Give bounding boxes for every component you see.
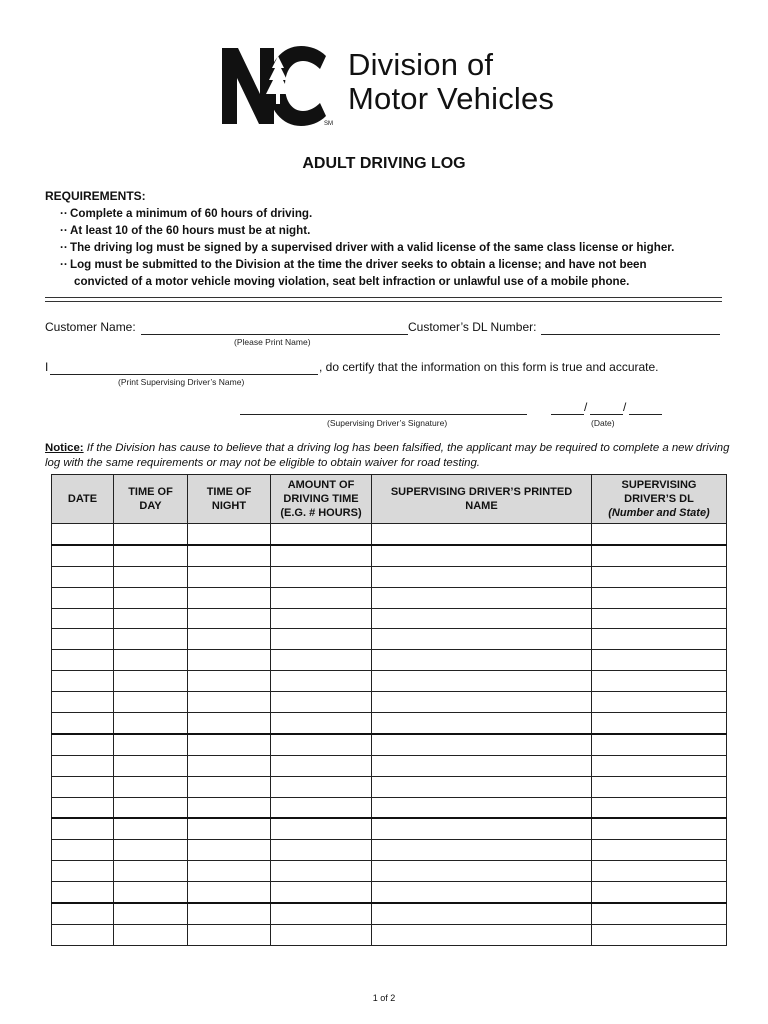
col-date: DATE	[52, 475, 114, 524]
customer-dl-label: Customer’s DL Number:	[408, 320, 537, 334]
requirement-text: At least 10 of the 60 hours must be at night.	[70, 224, 311, 237]
date-cell[interactable]	[52, 797, 114, 818]
table-row	[52, 545, 727, 566]
time-of-day-cell[interactable]	[114, 692, 188, 713]
date-cell[interactable]	[52, 608, 114, 629]
bullet-icon: ··	[60, 224, 68, 237]
amount-cell[interactable]	[271, 776, 372, 797]
amount-cell[interactable]	[271, 545, 372, 566]
notice-text: If the Division has cause to believe that a driving log has been falsified, the applicant may be required to complete a new driving log with the same requirements or may not be eligible to obtain waiver for road testing.	[45, 442, 730, 469]
supervisor-name-hint: (Print Supervising Driver’s Name)	[118, 377, 245, 387]
table-row	[52, 882, 727, 903]
printed-name-cell[interactable]	[372, 545, 592, 566]
time-of-night-cell[interactable]	[188, 587, 271, 608]
agency-name-line1: Division of	[348, 47, 494, 82]
signature-hint: (Supervising Driver’s Signature)	[327, 418, 448, 428]
date-cell[interactable]	[52, 587, 114, 608]
time-of-night-cell[interactable]	[188, 818, 271, 839]
dl-cell[interactable]	[592, 524, 727, 545]
date-cell[interactable]	[52, 629, 114, 650]
time-of-day-cell[interactable]	[114, 713, 188, 734]
nc-dmv-logo	[222, 46, 340, 126]
dl-cell[interactable]	[592, 924, 727, 945]
col-supervisor-dl	[592, 475, 727, 524]
table-header-row	[52, 475, 727, 524]
date-cell[interactable]	[52, 692, 114, 713]
logo-n-shape	[222, 48, 274, 124]
time-of-day-cell[interactable]	[114, 797, 188, 818]
divider-bottom	[45, 301, 722, 302]
table-row	[52, 797, 727, 818]
time-of-night-cell[interactable]	[188, 797, 271, 818]
dl-cell[interactable]	[592, 882, 727, 903]
amount-cell[interactable]	[271, 650, 372, 671]
printed-name-cell[interactable]	[372, 671, 592, 692]
printed-name-cell[interactable]	[372, 608, 592, 629]
printed-name-cell[interactable]	[372, 692, 592, 713]
time-of-day-cell[interactable]	[114, 818, 188, 839]
page-number: 1 of 2	[372, 993, 396, 1003]
date-hint: (Date)	[591, 418, 615, 428]
table-row	[52, 629, 727, 650]
printed-name-cell[interactable]	[372, 903, 592, 924]
requirement-item	[60, 205, 740, 222]
date-slash-2: /	[623, 400, 627, 414]
date-cell[interactable]	[52, 755, 114, 776]
time-of-night-cell[interactable]	[188, 713, 271, 734]
printed-name-cell[interactable]	[372, 587, 592, 608]
dl-cell[interactable]	[592, 840, 727, 861]
date-slash-1: /	[584, 400, 588, 414]
printed-name-cell[interactable]	[372, 734, 592, 755]
time-of-night-cell[interactable]	[188, 924, 271, 945]
amount-cell[interactable]	[271, 903, 372, 924]
requirement-item	[60, 239, 740, 256]
time-of-day-cell[interactable]	[114, 608, 188, 629]
bullet-icon: ··	[60, 258, 68, 271]
customer-name-label: Customer Name:	[45, 320, 136, 334]
printed-name-cell[interactable]	[372, 840, 592, 861]
dl-cell[interactable]	[592, 903, 727, 924]
time-of-day-cell[interactable]	[114, 840, 188, 861]
page-title: ADULT DRIVING LOG	[302, 155, 466, 172]
dl-cell[interactable]	[592, 776, 727, 797]
requirements-list	[60, 205, 740, 290]
table-row	[52, 608, 727, 629]
requirement-item	[60, 256, 740, 290]
divider-top	[45, 297, 722, 298]
time-of-day-cell[interactable]	[114, 776, 188, 797]
dl-cell[interactable]	[592, 755, 727, 776]
table-row	[52, 861, 727, 882]
time-of-night-cell[interactable]	[188, 629, 271, 650]
amount-cell[interactable]	[271, 629, 372, 650]
time-of-day-cell[interactable]	[114, 755, 188, 776]
certify-statement: , do certify that the information on this form is true and accurate.	[319, 360, 659, 374]
time-of-night-cell[interactable]	[188, 671, 271, 692]
date-cell[interactable]	[52, 903, 114, 924]
printed-name-cell[interactable]	[372, 629, 592, 650]
time-of-night-cell[interactable]	[188, 882, 271, 903]
dl-cell[interactable]	[592, 545, 727, 566]
date-cell[interactable]	[52, 924, 114, 945]
table-row	[52, 650, 727, 671]
printed-name-cell[interactable]	[372, 882, 592, 903]
time-of-night-cell[interactable]	[188, 903, 271, 924]
printed-name-cell[interactable]	[372, 524, 592, 545]
signature-field[interactable]	[240, 414, 527, 415]
time-of-night-cell[interactable]	[188, 840, 271, 861]
time-of-day-cell[interactable]	[114, 903, 188, 924]
requirement-text: Log must be submitted to the Division at the time the driver seeks to obtain a license; and have not been	[70, 258, 647, 271]
table-row	[52, 818, 727, 839]
printed-name-cell[interactable]	[372, 755, 592, 776]
bullet-icon: ··	[60, 241, 68, 254]
table-row	[52, 671, 727, 692]
date-cell[interactable]	[52, 840, 114, 861]
dl-cell[interactable]	[592, 797, 727, 818]
amount-cell[interactable]	[271, 924, 372, 945]
table-row	[52, 692, 727, 713]
amount-cell[interactable]	[271, 818, 372, 839]
agency-name-line2: Motor Vehicles	[348, 81, 555, 116]
time-of-day-cell[interactable]	[114, 566, 188, 587]
date-cell[interactable]	[52, 776, 114, 797]
dl-cell[interactable]	[592, 671, 727, 692]
printed-name-cell[interactable]	[372, 861, 592, 882]
time-of-day-cell[interactable]	[114, 882, 188, 903]
date-cell[interactable]	[52, 882, 114, 903]
time-of-night-cell[interactable]	[188, 566, 271, 587]
supervisor-name-field[interactable]	[50, 374, 318, 375]
time-of-day-cell[interactable]	[114, 924, 188, 945]
printed-name-cell[interactable]	[372, 566, 592, 587]
amount-cell[interactable]	[271, 840, 372, 861]
date-cell[interactable]	[52, 524, 114, 545]
date-cell[interactable]	[52, 545, 114, 566]
time-of-night-cell[interactable]	[188, 692, 271, 713]
time-of-night-cell[interactable]	[188, 524, 271, 545]
requirement-text: The driving log must be signed by a supervised driver with a valid license of the same class license or higher.	[70, 241, 675, 254]
table-row	[52, 524, 727, 545]
dl-cell[interactable]	[592, 608, 727, 629]
driving-log-table	[51, 474, 727, 946]
printed-name-cell[interactable]	[372, 797, 592, 818]
time-of-day-cell[interactable]	[114, 587, 188, 608]
time-of-day-cell[interactable]	[114, 650, 188, 671]
logo-sm-mark: SM	[324, 121, 333, 126]
time-of-night-cell[interactable]	[188, 734, 271, 755]
time-of-day-cell[interactable]	[114, 629, 188, 650]
date-cell[interactable]	[52, 566, 114, 587]
certify-prefix: I	[45, 360, 49, 374]
table-row	[52, 566, 727, 587]
dl-cell[interactable]	[592, 650, 727, 671]
date-cell[interactable]	[52, 861, 114, 882]
dl-cell[interactable]	[592, 566, 727, 587]
col-supervisor-printed-name: SUPERVISING DRIVER’S PRINTED NAME	[372, 475, 592, 524]
notice	[45, 441, 735, 470]
col-supervisor-dl-title: SUPERVISING DRIVER’S DL	[621, 479, 697, 505]
time-of-night-cell[interactable]	[188, 608, 271, 629]
amount-cell[interactable]	[271, 608, 372, 629]
dl-cell[interactable]	[592, 818, 727, 839]
customer-name-field[interactable]	[141, 334, 408, 335]
col-time-of-day: TIME OF DAY	[114, 475, 188, 524]
time-of-day-cell[interactable]	[114, 734, 188, 755]
printed-name-cell[interactable]	[372, 818, 592, 839]
amount-cell[interactable]	[271, 566, 372, 587]
printed-name-cell[interactable]	[372, 713, 592, 734]
requirement-continuation: convicted of a motor vehicle moving violation, seat belt infraction or unlawful use of a mobile phone.	[74, 275, 630, 288]
bullet-icon: ··	[60, 207, 68, 220]
dl-cell[interactable]	[592, 587, 727, 608]
date-cell[interactable]	[52, 734, 114, 755]
date-cell[interactable]	[52, 650, 114, 671]
time-of-night-cell[interactable]	[188, 776, 271, 797]
time-of-day-cell[interactable]	[114, 524, 188, 545]
time-of-night-cell[interactable]	[188, 545, 271, 566]
table-row	[52, 713, 727, 734]
table-body	[52, 524, 727, 946]
dl-cell[interactable]	[592, 861, 727, 882]
amount-cell[interactable]	[271, 755, 372, 776]
amount-cell[interactable]	[271, 797, 372, 818]
date-year-field[interactable]	[629, 414, 662, 415]
amount-cell[interactable]	[271, 587, 372, 608]
table-row	[52, 755, 727, 776]
table-row	[52, 924, 727, 945]
table-row	[52, 734, 727, 755]
time-of-night-cell[interactable]	[188, 755, 271, 776]
dl-cell[interactable]	[592, 629, 727, 650]
col-time-of-night: TIME OF NIGHT	[188, 475, 271, 524]
requirement-item	[60, 222, 740, 239]
requirement-text: Complete a minimum of 60 hours of driving.	[70, 207, 313, 220]
agency-name	[348, 48, 554, 116]
table-row	[52, 587, 727, 608]
date-cell[interactable]	[52, 818, 114, 839]
amount-cell[interactable]	[271, 692, 372, 713]
printed-name-cell[interactable]	[372, 650, 592, 671]
customer-dl-field[interactable]	[541, 334, 720, 335]
table-row	[52, 776, 727, 797]
time-of-night-cell[interactable]	[188, 861, 271, 882]
time-of-day-cell[interactable]	[114, 545, 188, 566]
amount-cell[interactable]	[271, 524, 372, 545]
printed-name-cell[interactable]	[372, 924, 592, 945]
printed-name-cell[interactable]	[372, 776, 592, 797]
amount-cell[interactable]	[271, 734, 372, 755]
customer-name-hint: (Please Print Name)	[234, 337, 311, 347]
table-row	[52, 840, 727, 861]
dl-cell[interactable]	[592, 692, 727, 713]
dl-cell[interactable]	[592, 734, 727, 755]
amount-cell[interactable]	[271, 861, 372, 882]
time-of-day-cell[interactable]	[114, 861, 188, 882]
col-amount-driving-time: AMOUNT OF DRIVING TIME (E.G. # HOURS)	[271, 475, 372, 524]
dl-cell[interactable]	[592, 713, 727, 734]
amount-cell[interactable]	[271, 671, 372, 692]
amount-cell[interactable]	[271, 713, 372, 734]
time-of-day-cell[interactable]	[114, 671, 188, 692]
date-cell[interactable]	[52, 671, 114, 692]
table-row	[52, 903, 727, 924]
date-cell[interactable]	[52, 713, 114, 734]
notice-label: Notice:	[45, 442, 84, 454]
date-day-field[interactable]	[590, 414, 623, 415]
time-of-night-cell[interactable]	[188, 650, 271, 671]
date-month-field[interactable]	[551, 414, 584, 415]
amount-cell[interactable]	[271, 882, 372, 903]
requirements-heading: REQUIREMENTS:	[45, 189, 146, 203]
col-supervisor-dl-sub: (Number and State)	[608, 507, 710, 519]
